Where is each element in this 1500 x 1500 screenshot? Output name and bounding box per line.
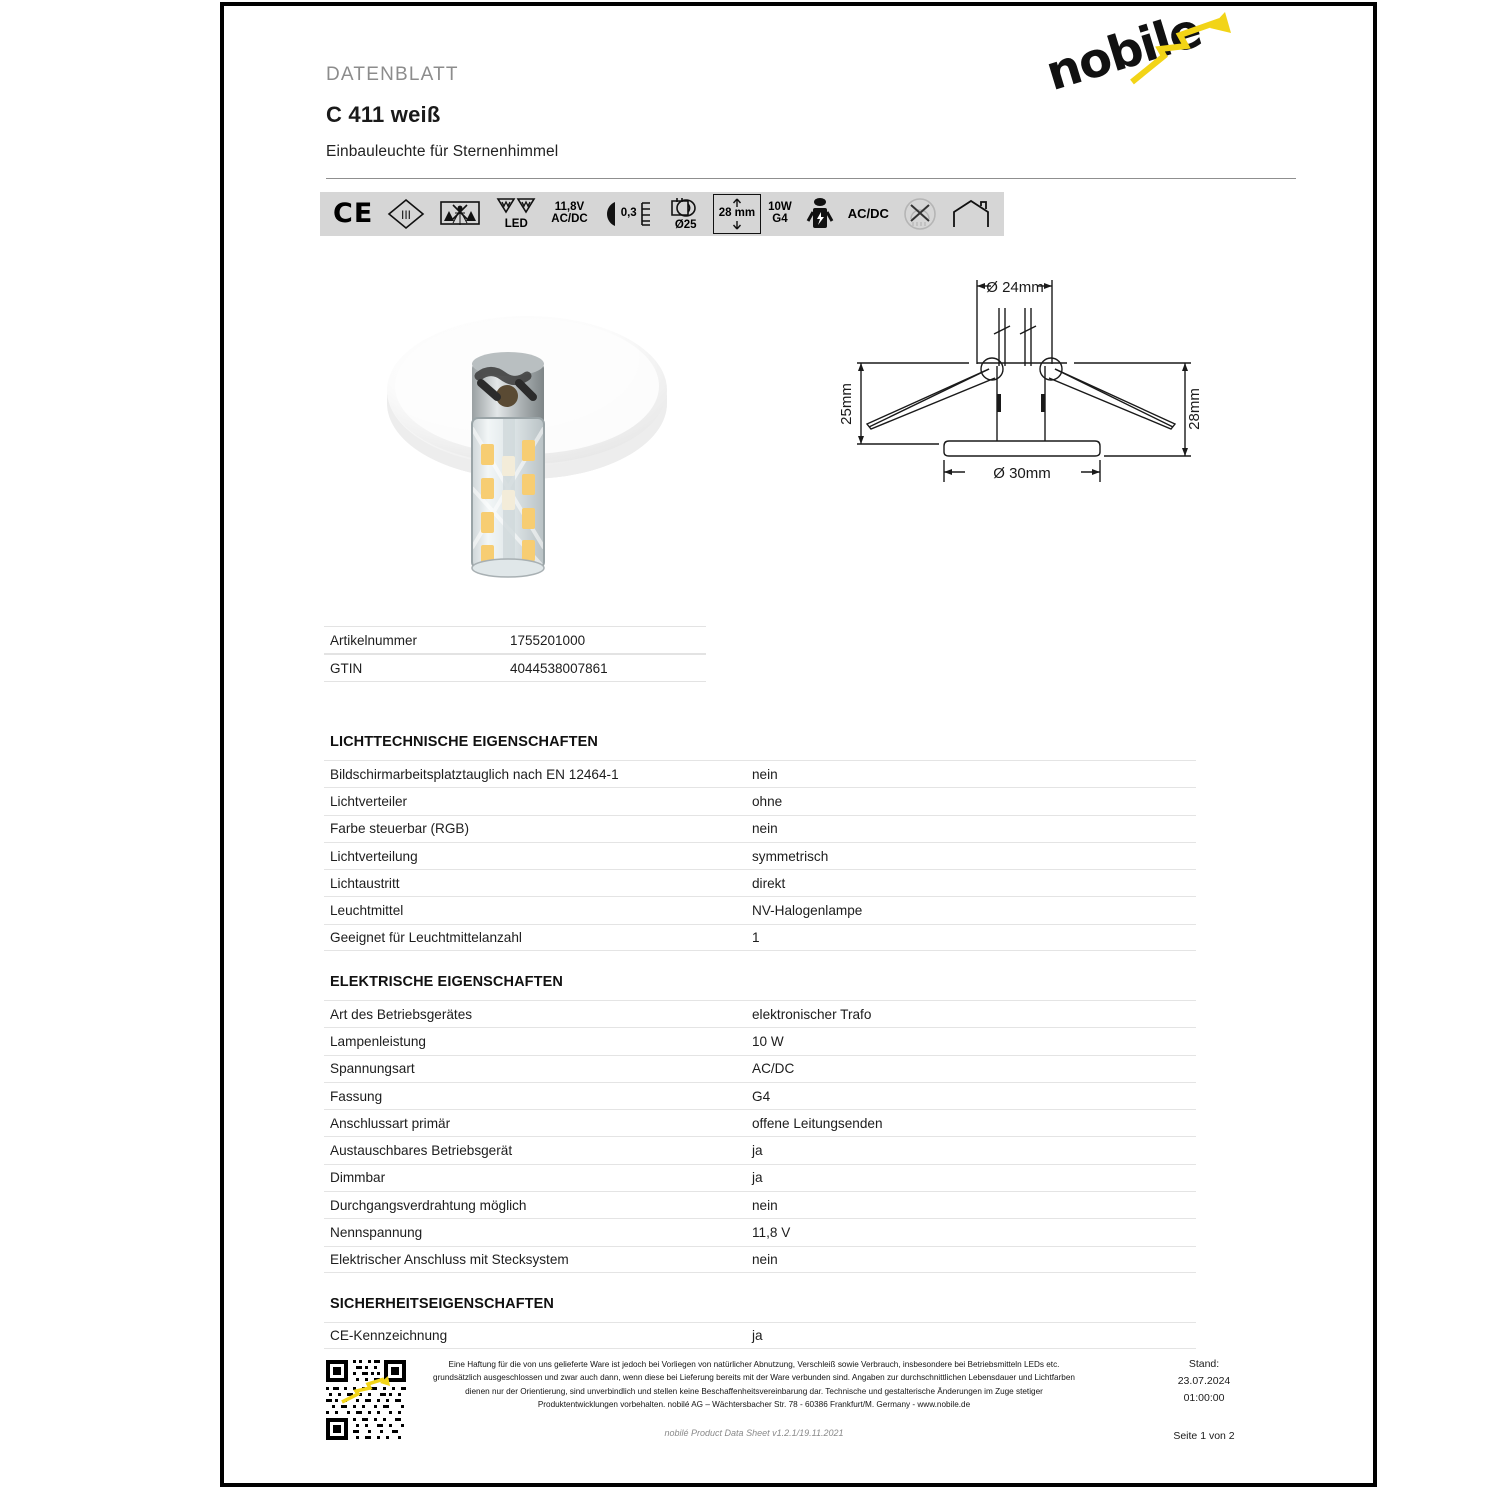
spec-value: 1 (752, 929, 760, 945)
protection-class-3-icon (380, 192, 432, 236)
mounting-surface-icon (432, 192, 488, 236)
article-table (324, 626, 706, 682)
qr-code (320, 1354, 412, 1446)
document-subtitle: Einbauleuchte für Sternenhimmel (326, 143, 559, 160)
spec-value: G4 (752, 1088, 771, 1104)
spec-label: Geeignet für Leuchtmittelanzahl (330, 929, 522, 945)
table-row (324, 842, 1196, 869)
technical-drawing (819, 266, 1229, 506)
stand-date: 23.07.2024 (1177, 1375, 1231, 1387)
page-number: Seite 1 von 2 (1173, 1430, 1235, 1442)
table-row (324, 1082, 1196, 1109)
section-elektrische-eigenschaften (324, 974, 1196, 1273)
dimension-left: 25mm (838, 383, 855, 425)
gtin-label: GTIN (330, 660, 363, 676)
table-row (324, 924, 1196, 951)
table-row (324, 787, 1196, 814)
installation-depth-icon: 28 mm (713, 194, 761, 234)
not-covered-insulation-icon (896, 192, 944, 236)
spec-label: Fassung (330, 1088, 383, 1104)
spec-value: symmetrisch (752, 848, 829, 864)
gtin-value: 4044538007861 (510, 660, 608, 676)
stand-time: 01:00:00 (1183, 1392, 1225, 1404)
table-row (324, 869, 1196, 896)
spec-label: Elektrischer Anschluss mit Stecksystem (330, 1251, 569, 1267)
table-row (324, 1218, 1196, 1245)
spec-value: AC/DC (752, 1061, 795, 1077)
qualified-electrician-icon (799, 192, 841, 236)
dimension-bottom: Ø 30mm (993, 465, 1051, 482)
nobile-logo (1034, 2, 1254, 131)
document-kicker: DATENBLATT (326, 64, 459, 85)
spec-value: 11,8 V (752, 1225, 791, 1241)
table-row (324, 1136, 1196, 1163)
section-heading: SICHERHEITSEIGENSCHAFTEN (330, 1296, 554, 1312)
logo-arrow-icon (1130, 8, 1240, 86)
spec-label: Lichtverteiler (330, 793, 408, 809)
footer-version: nobilé Product Data Sheet v1.2.1/19.11.2021 (664, 1428, 844, 1438)
spec-value: direkt (752, 875, 786, 891)
spec-value: nein (752, 821, 778, 837)
spec-label: Anschlussart primär (330, 1115, 451, 1131)
article-number-label: Artikelnummer (330, 632, 418, 648)
spec-label: Dimmbar (330, 1170, 386, 1186)
table-row (324, 654, 706, 682)
table-row (324, 1164, 1196, 1191)
spec-label: Lampenleistung (330, 1033, 426, 1049)
article-number-value: 1755201000 (510, 632, 586, 648)
spec-label: Austauschbares Betriebsgerät (330, 1143, 513, 1159)
spec-label: Nennspannung (330, 1225, 423, 1241)
spec-value: elektronischer Trafo (752, 1006, 872, 1022)
spec-label: Art des Betriebsgerätes (330, 1006, 473, 1022)
spec-label: Spannungsart (330, 1061, 415, 1077)
page-footer (224, 1346, 1373, 1486)
acdc-icon: AC/DC (847, 206, 889, 222)
cutout-diameter-icon: Ø25 (659, 192, 713, 236)
spec-value: ohne (752, 793, 783, 809)
dimension-top: Ø 24mm (986, 279, 1044, 296)
voltage-icon: 11,8V AC/DC (551, 201, 588, 225)
spec-value: NV-Halogenlampe (752, 903, 863, 919)
spec-value: nein (752, 1251, 778, 1267)
spec-value: 10 W (752, 1033, 784, 1049)
spec-label: Lichtverteilung (330, 848, 418, 864)
spec-label: CE-Kennzeichnung (330, 1328, 448, 1344)
ce-mark-icon: CE (333, 197, 374, 229)
stand-label: Stand: (1188, 1358, 1220, 1370)
svg-text:III: III (401, 208, 412, 222)
table-row (324, 626, 706, 654)
table-row (324, 1000, 1196, 1027)
section-lichttechnische-eigenschaften (324, 734, 1196, 951)
footer-disclaimer: Eine Haftung für die von uns gelieferte Ware ist jedoch bei Vorliegen von natürlicher Abnutzung, Verschleiß sowie Verbrauch, insbesondere bei Betriebsmitteln LEDs etc. grundsätzlich ausgeschlossen und zwar auch dann, wenn diese bei Lieferung bereits mit der Ware verbunden sind. Angaben zur durchschnittlichen Lebensdauer und Lichtfarben dienen nur der Orientierung, sind unverbindlich und stellen keine Beschaffenheitsvereinbarung dar. Technische und gestalterische Änderungen im Zuge stetiger Produktentwicklungen vorbehalten. nobilé AG – Wächtersbacher Str. 78 - 60386 Frankfurt/M. Germany - www.nobile.de (433, 1360, 1075, 1409)
table-row (324, 1055, 1196, 1082)
section-heading: LICHTTECHNISCHE EIGENSCHAFTEN (330, 734, 598, 750)
spec-label: Bildschirmarbeitsplatztauglich nach EN 12464-1 (330, 766, 619, 782)
table-row (324, 1109, 1196, 1136)
product-photo (359, 268, 704, 603)
spec-value: ja (752, 1143, 763, 1159)
datasheet-page (220, 2, 1377, 1487)
led-retrofit-icon (488, 192, 544, 236)
table-row (324, 896, 1196, 923)
spec-label: Leuchtmittel (330, 903, 404, 919)
beam-angle-icon: 0,3 (595, 192, 659, 236)
table-row (324, 1246, 1196, 1273)
spec-value: nein (752, 766, 778, 782)
section-heading: ELEKTRISCHE EIGENSCHAFTEN (330, 974, 563, 990)
table-row (324, 815, 1196, 842)
spec-label: Durchgangsverdrahtung möglich (330, 1197, 527, 1213)
page-title: C 411 weiß (326, 102, 441, 127)
indoor-use-icon (944, 192, 998, 236)
header-divider (326, 178, 1296, 179)
lamp-power-icon: 10W G4 (768, 201, 792, 225)
spec-value: ja (752, 1328, 763, 1344)
footer-stand-block (1104, 1356, 1304, 1407)
section-sicherheitseigenschaften (324, 1296, 1196, 1349)
dimension-right: 28mm (1186, 388, 1203, 430)
table-row (324, 1191, 1196, 1218)
table-row (324, 760, 1196, 787)
spec-value: offene Leitungsenden (752, 1115, 883, 1131)
pictogram-bar (320, 192, 1004, 236)
spec-value: nein (752, 1197, 778, 1213)
led-label: LED (504, 218, 528, 231)
spec-value: ja (752, 1170, 763, 1186)
spec-label: Farbe steuerbar (RGB) (330, 821, 470, 837)
logo-wordmark: nobile (1039, 2, 1208, 103)
spec-label: Lichtaustritt (330, 875, 400, 891)
table-row (324, 1027, 1196, 1054)
